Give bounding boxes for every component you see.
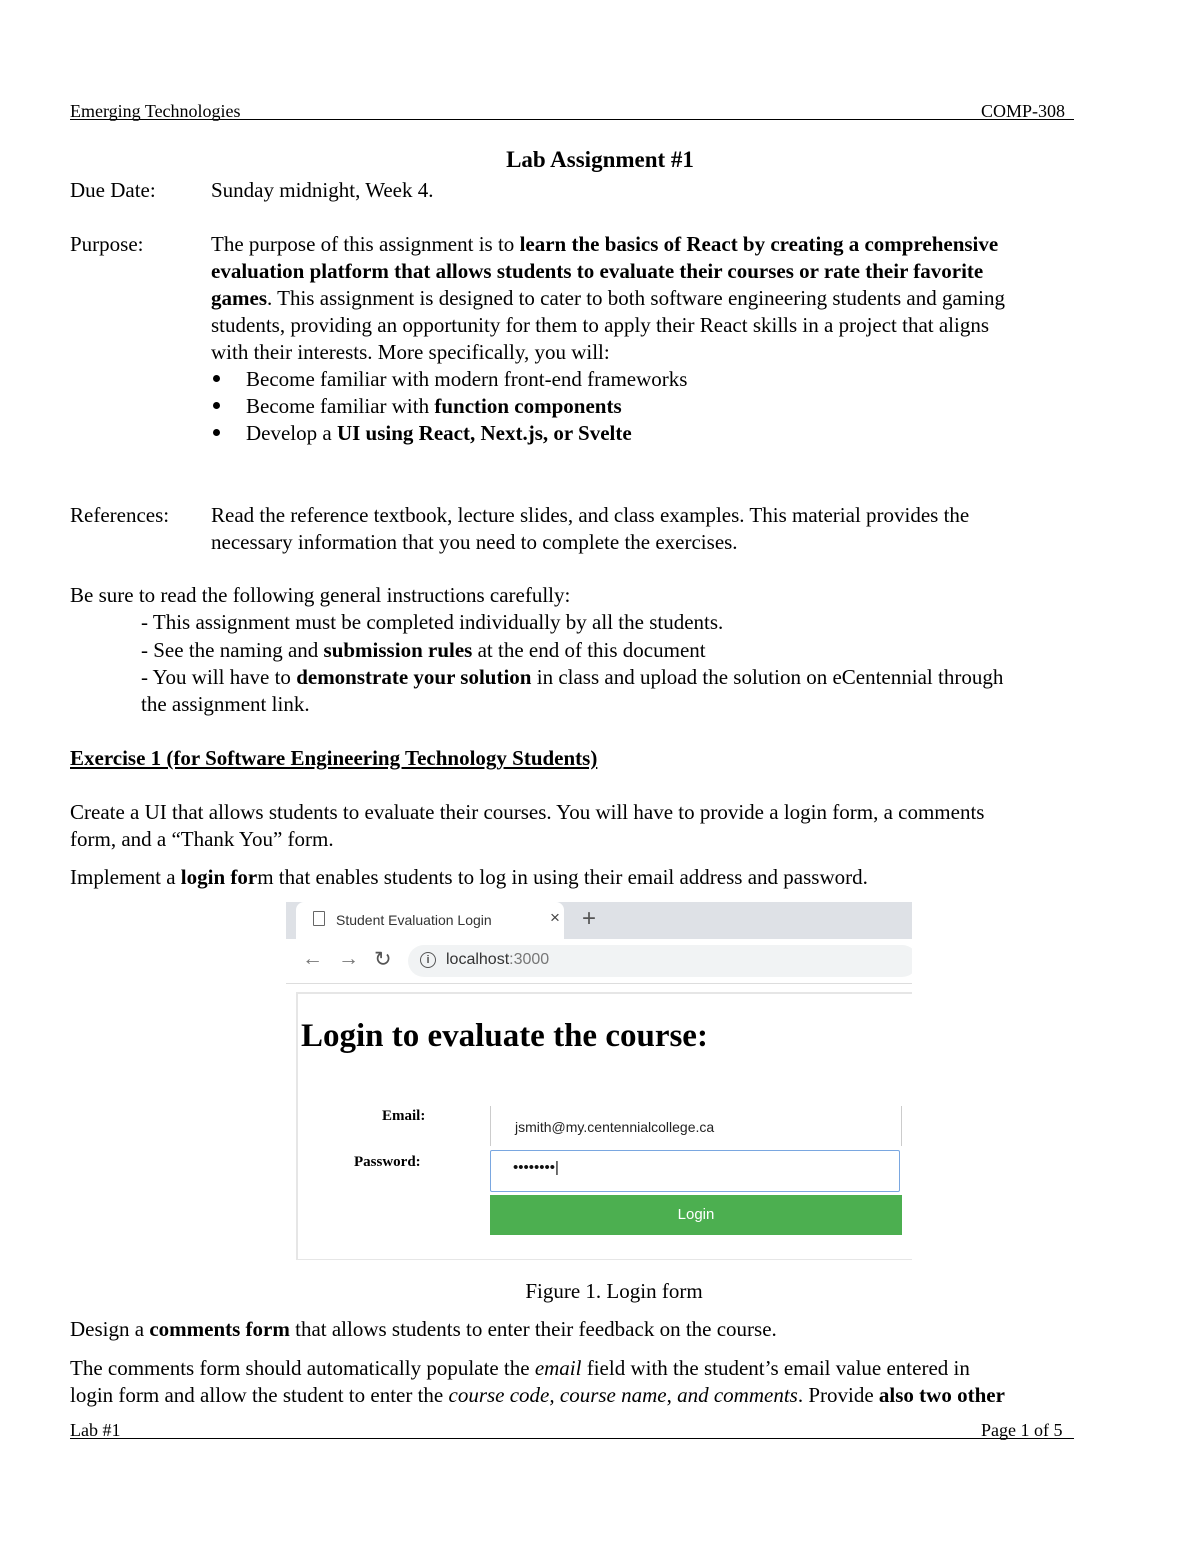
header-course-code: COMP-308 xyxy=(981,101,1066,121)
footer-lab: Lab #1 xyxy=(70,1420,121,1440)
design-paragraph: Design a comments form that allows students to enter their feedback on the course. xyxy=(70,1317,777,1341)
references-label: References: xyxy=(70,503,170,527)
bullet-dot xyxy=(213,375,220,382)
purpose-line-2: evaluation platform that allows students to evaluate their courses or rate their favorite xyxy=(211,259,984,283)
browser-tab[interactable] xyxy=(296,902,564,939)
bullet-dot xyxy=(213,429,220,436)
browser-toolbar xyxy=(286,939,912,984)
password-input-value: ••••••••| xyxy=(513,1159,559,1176)
populate-line-2: login form and allow the student to enter the course code, course name, and comments. Provide also two other xyxy=(70,1383,1005,1407)
email-input[interactable] xyxy=(490,1106,902,1146)
back-arrow-icon[interactable]: ← xyxy=(302,947,323,970)
due-date-label: Due Date: xyxy=(70,178,156,202)
exercise-1-heading: Exercise 1 (for Software Engineering Technology Students) xyxy=(70,746,598,770)
reload-icon[interactable]: ↻ xyxy=(374,948,392,971)
email-label: Email: xyxy=(382,1108,426,1124)
populate-line-1: The comments form should automatically populate the email field with the student’s email value entered in xyxy=(70,1356,970,1380)
bullet-dot xyxy=(213,402,220,409)
figure-caption: Figure 1. Login form xyxy=(525,1279,703,1303)
references-line-1: Read the reference textbook, lecture slides, and class examples. This material provides the xyxy=(211,503,970,527)
address-url: localhost:3000 xyxy=(446,951,550,968)
new-tab-icon[interactable]: + xyxy=(582,905,597,932)
password-label: Password: xyxy=(354,1154,421,1170)
purpose-line-1: The purpose of this assignment is to learn the basics of React by creating a comprehensive xyxy=(211,232,999,256)
header-rule xyxy=(70,119,1074,120)
purpose-line-3: games. This assignment is designed to cater to both software engineering students and gaming xyxy=(211,286,1005,310)
instruction-item-2: - See the naming and submission rules at the end of this document xyxy=(141,638,706,662)
browser-tab-title: Student Evaluation Login xyxy=(336,912,492,928)
close-tab-icon[interactable]: × xyxy=(550,908,560,927)
exercise-1-p1-line-2: form, and a “Thank You” form. xyxy=(70,827,334,851)
bullet-item: Become familiar with modern front-end frameworks xyxy=(246,367,688,391)
due-date-value: Sunday midnight, Week 4. xyxy=(211,178,434,202)
browser-tab-bar xyxy=(286,902,912,939)
instruction-item-1: - This assignment must be completed individually by all the students. xyxy=(141,610,724,634)
purpose-line-5: with their interests. More specifically, you will: xyxy=(211,340,610,364)
forward-arrow-icon[interactable]: → xyxy=(338,947,359,970)
page-content xyxy=(296,992,912,1260)
bullet-item: Become familiar with function components xyxy=(246,394,622,418)
instruction-item-3: - You will have to demonstrate your solution in class and upload the solution on eCentennial through xyxy=(141,665,1004,689)
purpose-label: Purpose: xyxy=(70,232,144,256)
instructions-intro: Be sure to read the following general instructions carefully: xyxy=(70,583,571,607)
page-title: Lab Assignment #1 xyxy=(506,147,694,172)
references-line-2: necessary information that you need to complete the exercises. xyxy=(211,530,738,554)
login-button[interactable]: Login xyxy=(490,1195,902,1235)
exercise-1-p2: Implement a login form that enables students to log in using their email address and password. xyxy=(70,865,868,889)
purpose-line-4: students, providing an opportunity for them to apply their React skills in a project that aligns xyxy=(211,313,990,337)
footer-rule xyxy=(70,1438,1074,1439)
password-input[interactable] xyxy=(490,1150,900,1192)
exercise-1-p1-line-1: Create a UI that allows students to evaluate their courses. You will have to provide a login form, a comments xyxy=(70,800,985,824)
login-form-screenshot xyxy=(286,902,912,1260)
page-icon xyxy=(313,911,325,926)
email-input-value: jsmith@my.centennialcollege.ca xyxy=(515,1119,715,1135)
footer-page-number: Page 1 of 5 xyxy=(981,1420,1063,1440)
bullet-item: Develop a UI using React, Next.js, or Svelte xyxy=(246,421,632,445)
instruction-item-3-cont: the assignment link. xyxy=(141,692,310,716)
header-course-name: Emerging Technologies xyxy=(70,101,241,121)
login-heading: Login to evaluate the course: xyxy=(301,1018,708,1054)
info-icon[interactable]: i xyxy=(420,952,436,968)
address-bar[interactable] xyxy=(408,945,912,977)
